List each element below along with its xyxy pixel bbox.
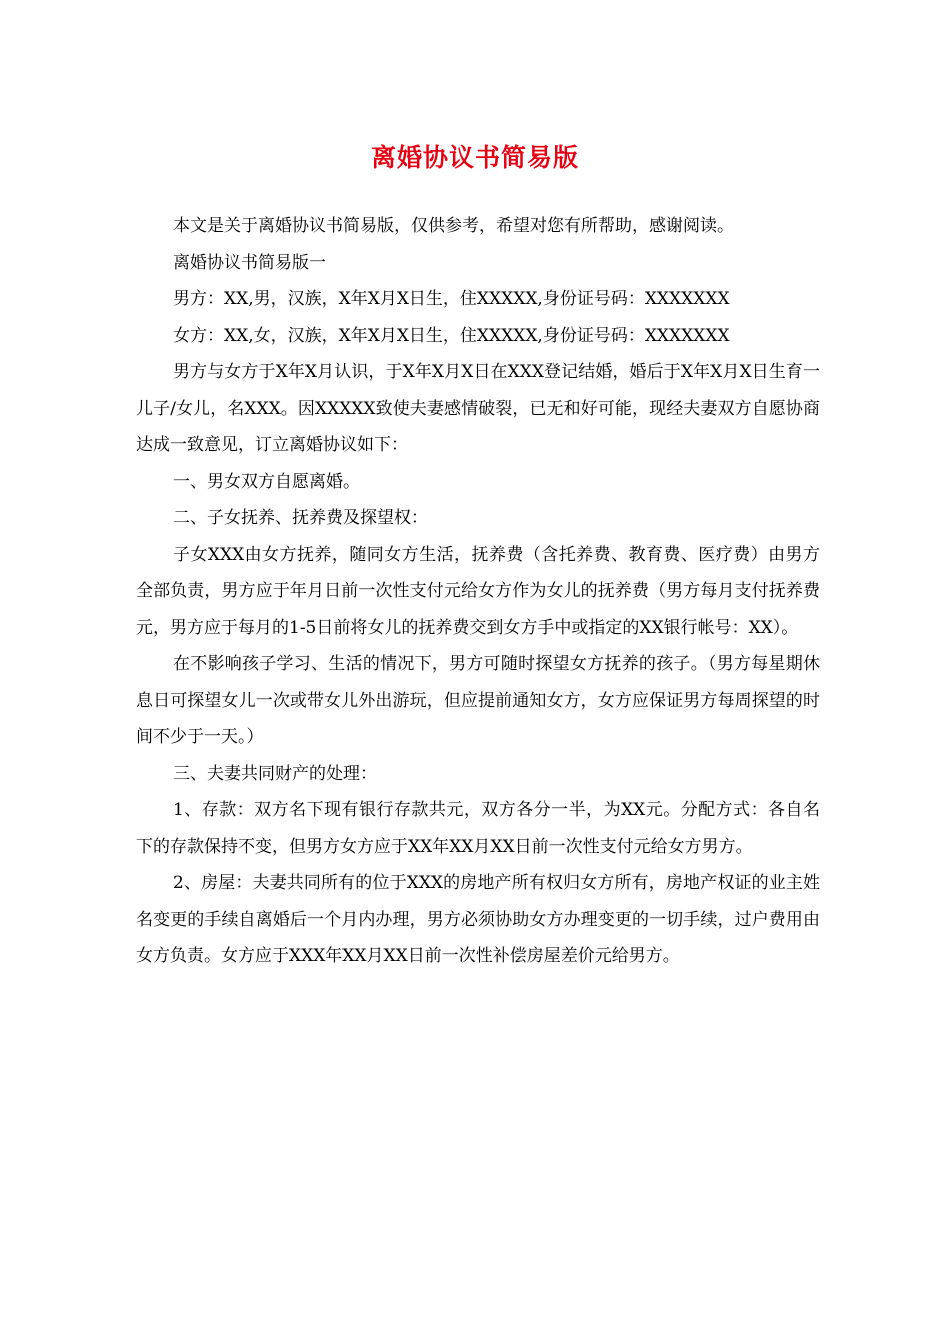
child-support-paragraph: 子女XXX由女方抚养，随同女方生活，抚养费（含托养费、教育费、医疗费）由男方全部负责，男方应于年月日前一次性支付元给女方作为女儿的抚养费（男方每月支付抚养费元，男方应于每月的1-5日前将女儿的抚养费交到女方手中或指定的XX银行帐号：XX）。	[136, 544, 820, 638]
section-heading: 离婚协议书简易版一	[173, 252, 326, 273]
savings-paragraph: 1、存款：双方名下现有银行存款共元，双方各分一半，为XX元。分配方式：各自名下的存款保持不变，但男方女方应于XX年XX月XX日前一次性支付元给女方男方。	[136, 800, 820, 857]
wife-info: 女方：XX,女，汉族，X年X月X日生，住XXXXX,身份证号码：XXXXXXX	[173, 325, 730, 346]
clause-3-heading: 三、夫妻共同财产的处理：	[173, 763, 377, 784]
intro-paragraph: 本文是关于离婚协议书简易版，仅供参考，希望对您有所帮助，感谢阅读。	[173, 216, 734, 236]
house-paragraph: 2、房屋：夫妻共同所有的位于XXX的房地产所有权归女方所有，房地产权证的业主姓名变更的手续自离婚后一个月内办理，男方必须协助女方办理变更的一切手续，过户费用由女方负责。女方应于XXX年XX月XX日前一次性补偿房屋差价元给男方。	[136, 873, 820, 966]
visitation-paragraph: 在不影响孩子学习、生活的情况下，男方可随时探望女方抚养的孩子。（男方每星期休息日可探望女儿一次或带女儿外出游玩，但应提前通知女方，女方应保证男方每周探望的时间不少于一天。）	[136, 654, 820, 747]
husband-info: 男方：XX,男，汉族，X年X月X日生，住XXXXX,身份证号码：XXXXXXX	[173, 289, 730, 309]
document-body	[136, 208, 820, 975]
marriage-background-paragraph: 男方与女方于X年X月认识，于X年X月X日在XXX登记结婚，婚后于X年X月X日生育一儿子/女儿，名XXX。因XXXXX致使夫妻感情破裂，已无和好可能，现经夫妻双方自愿协商达成一致意见，订立离婚协议如下：	[136, 362, 820, 455]
clause-2-heading: 二、子女抚养、抚养费及探望权：	[173, 508, 428, 528]
document-title: 离婚协议书简易版	[370, 143, 579, 172]
clause-1-heading: 一、男女双方自愿离婚。	[173, 471, 360, 492]
